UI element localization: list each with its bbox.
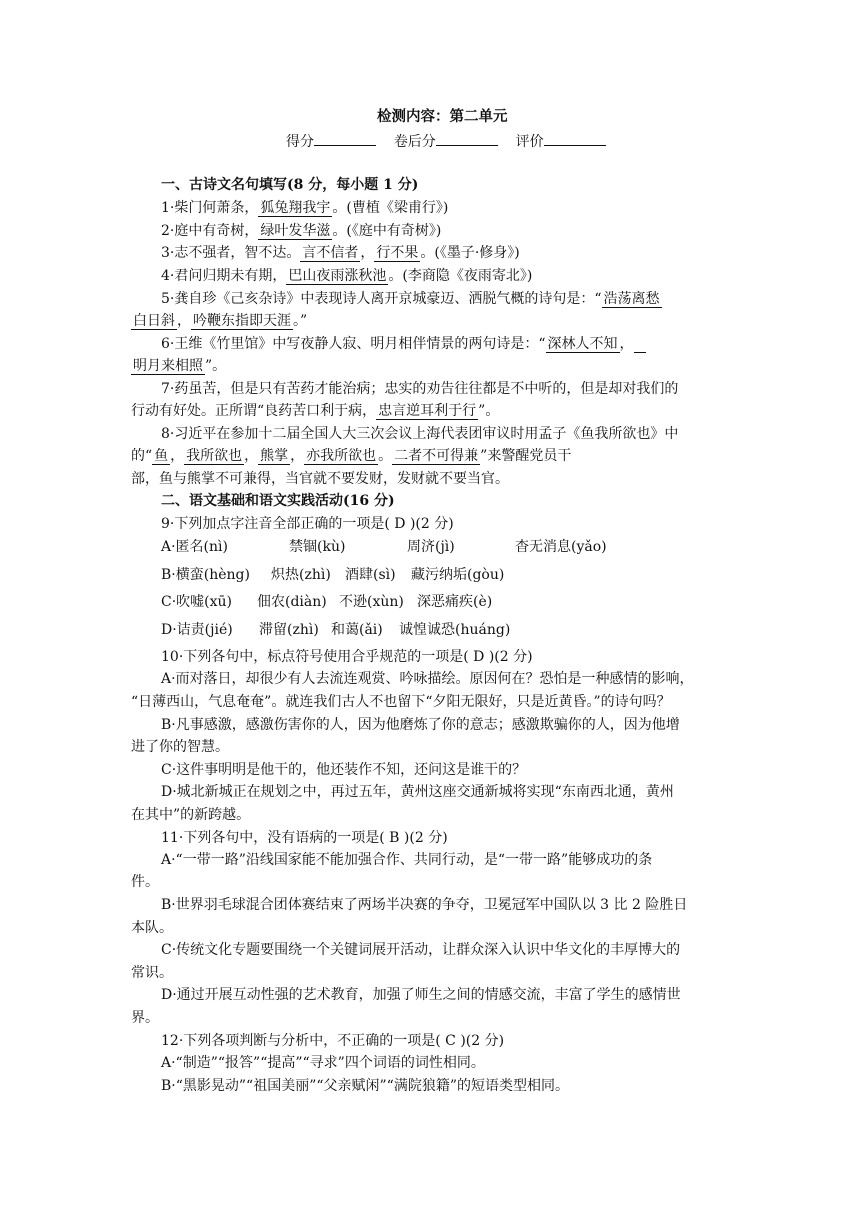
- q10-option-a-line1: A·而对落日，却很少有人去流连观赏、吟咏描绘。原因何在？恐怕是一种感情的影响，: [161, 671, 694, 687]
- question-12-stem: 12·下列各项判断与分析中，不正确的一项是( C )(2 分): [161, 1033, 505, 1049]
- q9-a-item-1: A·匿名(nì): [161, 539, 228, 555]
- q5-answer-1b: 白日斜: [133, 313, 175, 329]
- q8-sep-4: 。: [378, 448, 393, 464]
- q6-answer-2: 明月来相照: [133, 358, 203, 374]
- q7-end: ”。: [478, 403, 500, 419]
- q8-sep-2: ，: [244, 448, 259, 464]
- q10-option-a-line2: “日薄西山，气息奄奄”。就连我们古人不也留下“夕阳无限好，只是近黄昏。”的诗句吗？: [131, 694, 671, 710]
- q4-answer: 巴山夜雨涨秋池: [288, 268, 387, 284]
- q7-text: 行动有好处。正所谓“良药苦口利于病，: [131, 403, 377, 419]
- q8-text: 的“: [131, 448, 153, 464]
- q9-a-item-4: 杳无消息(yǎo): [515, 539, 607, 555]
- question-1: [161, 199, 448, 217]
- q6-end: ”。: [205, 358, 227, 374]
- page-title: 检测内容：第二单元: [377, 108, 508, 125]
- q10-option-d-line2: 在其中”的新跨越。: [131, 807, 251, 823]
- q3-answer-1: 言不信者: [302, 245, 359, 261]
- after-score-field[interactable]: [436, 131, 498, 146]
- q11-option-a-line1: A·“一带一路”沿线国家能不能加强合作、共同行动，是“一带一路”能够成功的条: [161, 852, 653, 868]
- q9-option-c: [161, 593, 492, 611]
- question-6-line1: [161, 335, 646, 353]
- evaluation-field[interactable]: [544, 131, 606, 146]
- q11-option-b-line1: B·世界羽毛球混合团体赛结束了两场半决赛的争夺，卫冕冠军中国队以 3 比 2 险胜日: [161, 897, 688, 913]
- q3-answer-2: 行不果: [376, 245, 419, 261]
- q11-option-c-line2: 常识。: [131, 965, 173, 981]
- q5-separator: ，: [177, 313, 191, 329]
- question-4: [161, 267, 532, 285]
- q3-text: 3·志不强者，智不达。: [161, 245, 301, 261]
- q9-b-item-3: 酒肆(sì): [345, 567, 396, 583]
- q9-c-item-2: 佃农(diàn): [257, 594, 327, 610]
- question-7-line1: 7·药虽苦，但是只有苦药才能治病；忠实的劝告往往都是不中听的，但是却对我们的: [161, 381, 679, 397]
- question-8-line2: [131, 447, 571, 465]
- question-5-line2: [131, 312, 307, 330]
- q12-option-a: A·“制造”“报答”“提高”“寻求”四个词语的词性相同。: [161, 1055, 485, 1071]
- section1-heading: 一、古诗文名句填写(8 分，每小题 1 分): [161, 177, 419, 193]
- q6-answer-1: 深林人不知: [547, 336, 618, 352]
- question-8-line3: 部，鱼与熊掌不可兼得，当官就不要发财，发财就不要当官。: [131, 471, 509, 487]
- question-11-stem: 11·下列各句中，没有语病的一项是( B )(2 分): [161, 830, 448, 846]
- q6-separator: ，: [619, 336, 634, 352]
- q8-answer-4: 亦我所欲也: [306, 448, 377, 464]
- q3-source: 。(《墨子·修身》): [420, 245, 520, 261]
- q10-option-b-line1: B·凡事感激，感激伤害你的人，因为他磨炼了你的意志；感激欺骗你的人，因为他增: [161, 717, 680, 733]
- q2-source: 。(《庭中有奇树》): [332, 223, 442, 239]
- question-2: [161, 222, 441, 240]
- q10-option-d-line1: D·城北新城正在规划之中，再过五年，黄州这座交通新城将实现“东南西北通，黄州: [161, 784, 674, 800]
- q5-text: 5·龚自珍《己亥杂诗》中表现诗人离开京城豪迈、洒脱气概的诗句是：“: [161, 291, 602, 307]
- q9-c-item-4: 深恶痛疾(è): [417, 594, 493, 610]
- q6-answer-2-start: [634, 336, 647, 353]
- q10-option-b-line2: 进了你的智慧。: [131, 739, 229, 755]
- q9-option-b: [161, 566, 504, 584]
- q11-option-b-line2: 本队。: [131, 920, 173, 936]
- question-10-stem: 10·下列各句中，标点符号使用合乎规范的一项是( D )(2 分): [161, 649, 533, 665]
- score-label: 得分: [286, 134, 314, 150]
- q7-answer: 忠言逆耳利于行: [378, 403, 477, 419]
- q10-option-c: C·这件事明明是他干的，他还装作不知，还问这是谁干的？: [161, 762, 527, 778]
- q6-text: 6·王维《竹里馆》中写夜静人寂、明月相伴情景的两句诗是：“: [161, 336, 546, 352]
- q9-d-item-4: 诚惶诚恐(huáng): [399, 622, 511, 638]
- q9-d-item-1: D·诘责(jié): [161, 622, 233, 638]
- q4-text: 4·君问归期未有期，: [161, 268, 287, 284]
- question-8-line1: 8·习近平在参加十二届全国人大三次会议上海代表团审议时用孟子《鱼我所欲也》中: [161, 426, 679, 442]
- q9-a-item-3: 周济(jì): [407, 539, 455, 555]
- q11-option-d-line1: D·通过开展互动性强的艺术教育，加强了师生之间的情感交流，丰富了学生的感情世: [161, 987, 681, 1003]
- q9-a-item-2: 禁锢(kù): [289, 539, 346, 555]
- q5-answer-2: 吟鞭东指即天涯: [193, 313, 291, 329]
- q1-text: 1·柴门何萧条，: [161, 200, 259, 216]
- q5-answer-1a: 浩荡离愁: [603, 291, 660, 307]
- question-3: [161, 244, 520, 262]
- q1-source: 。(曹植《梁甫行》): [332, 200, 449, 216]
- question-9-stem: 9·下列加点字注音全部正确的一项是( D )(2 分): [161, 516, 454, 532]
- q9-c-item-3: 不逊(xùn): [339, 594, 404, 610]
- q9-b-item-1: B·横蛮(hèng): [161, 567, 250, 583]
- q9-b-item-4: 藏污纳垢(gòu): [411, 567, 505, 583]
- q9-c-item-1: C·吹嘘(xū): [161, 594, 232, 610]
- q9-option-a: [161, 538, 607, 556]
- q4-source: 。(李商隐《夜雨寄北》): [388, 268, 533, 284]
- q8-answer-1: 鱼: [154, 448, 169, 464]
- q9-b-item-2: 炽热(zhì): [271, 567, 331, 583]
- q2-text: 2·庭中有奇树，: [161, 223, 259, 239]
- q9-option-d: [161, 621, 510, 639]
- q12-option-b: B·“黑影晃动”“祖国美丽”“父亲赋闲”“满院狼籍”的短语类型相同。: [161, 1078, 569, 1094]
- q1-answer: 狐兔翔我宇: [260, 200, 331, 216]
- q8-sep-3: ，: [290, 448, 305, 464]
- section2-heading: 二、语文基础和语文实践活动(16 分): [161, 493, 395, 509]
- q8-sep-1: ，: [170, 448, 185, 464]
- question-5-line1: [161, 290, 662, 308]
- score-field[interactable]: [314, 131, 376, 146]
- q3-separator: ，: [360, 245, 375, 261]
- question-7-line2: [131, 402, 499, 420]
- q8-answer-2: 我所欲也: [186, 448, 243, 464]
- question-6-line2: [131, 357, 226, 375]
- q11-option-a-line2: 件。: [131, 874, 159, 890]
- q5-end: 。”: [293, 313, 308, 329]
- q8-answer-3: 熊掌: [260, 448, 289, 464]
- evaluation-label: 评价: [515, 134, 544, 150]
- q8-answer-5: 二者不可得兼: [394, 448, 479, 464]
- q11-option-c-line1: C·传统文化专题要围绕一个关键词展开活动，让群众深入认识中华文化的丰厚博大的: [161, 942, 681, 958]
- q8-text-end: ”来警醒党员干: [480, 448, 572, 464]
- score-line: [286, 131, 606, 151]
- q9-d-item-3: 和蔼(ǎi): [331, 622, 383, 638]
- q2-answer: 绿叶发华滋: [260, 223, 331, 239]
- q11-option-d-line2: 界。: [131, 1010, 159, 1026]
- q9-d-item-2: 滞留(zhì): [259, 622, 319, 638]
- after-score-label: 卷后分: [393, 134, 436, 150]
